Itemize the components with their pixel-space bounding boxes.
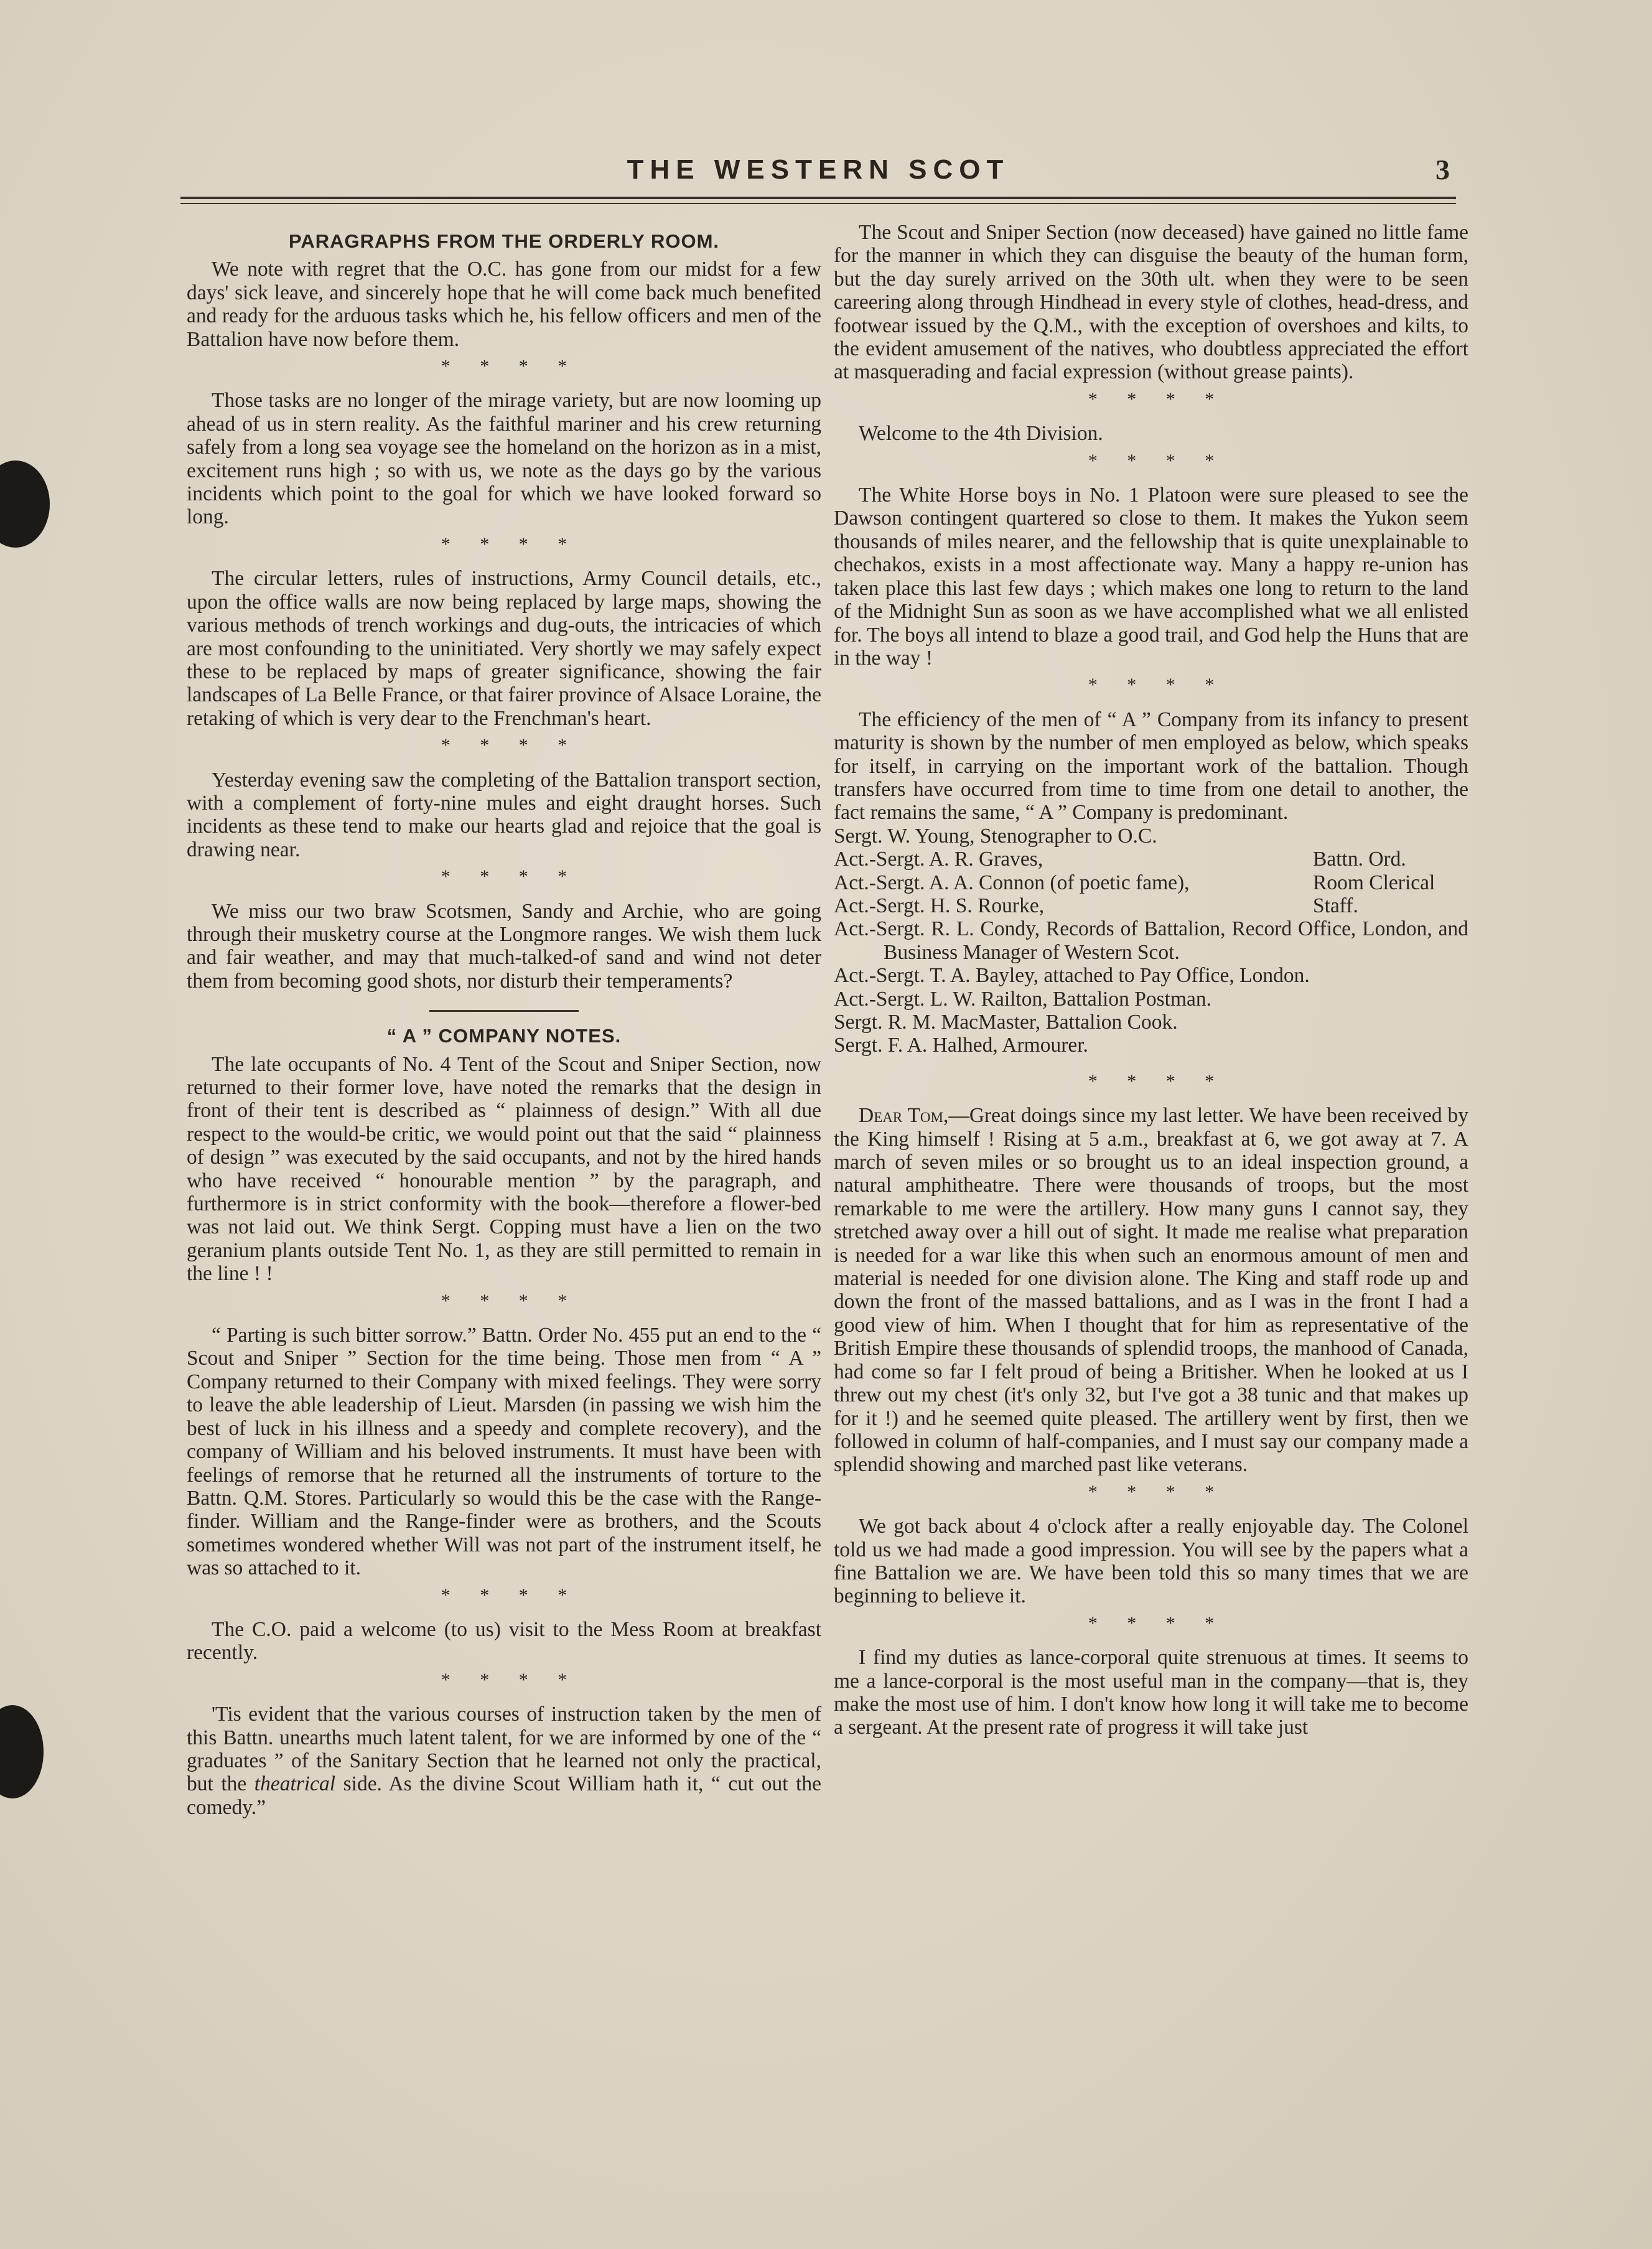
salutation: Dear Tom, <box>859 1104 949 1128</box>
roster-line: Act.-Sergt. L. W. Railton, Battalion Postman. <box>834 987 1212 1011</box>
roster-name: Act.-Sergt. A. R. Graves, <box>834 848 1043 871</box>
roster-role: Room Clerical <box>1313 871 1435 894</box>
roster-name: Act.-Sergt. A. A. Connon (of poetic fame), <box>834 871 1190 894</box>
roster-line <box>834 894 1468 917</box>
paragraph <box>834 1104 1468 1477</box>
paragraph: We miss our two braw Scotsmen, Sandy and Archie, who are going through their musketry course at the Longmore ranges. We wish them luck and fair weather, and may that much-talked-of sand and wind not deter them from becoming good shots, nor disturb their temperaments? <box>187 899 821 993</box>
separator-stars: * * * * <box>1088 1612 1215 1634</box>
publication-title: THE WESTERN SCOT <box>627 154 1010 185</box>
separator-stars: * * * * <box>1088 450 1215 471</box>
paragraph <box>187 1703 821 1819</box>
paragraph: Those tasks are no longer of the mirage variety, but are now looming up ahead of us in stern reality. As the faithful mariner and his crew returning safely from a long sea voyage see the homeland on the horizon as in a mist, excitement runs high ; so with us, we note as the days go by the various incidents which point to the goal for which we have looked forward so long. <box>187 389 821 529</box>
roster-role: Staff. <box>1313 894 1358 917</box>
page-number: 3 <box>1435 154 1450 185</box>
section-heading-orderly-room: PARAGRAPHS FROM THE ORDERLY ROOM. <box>288 230 720 252</box>
roster-line: Act.-Sergt. T. A. Bayley, attached to Pay Office, London. <box>834 964 1310 988</box>
roster-line: Sergt. W. Young, Stenographer to O.C. <box>834 824 1157 848</box>
page-header <box>180 149 1456 187</box>
roster-line <box>834 848 1468 871</box>
ink-blot-top <box>0 461 50 548</box>
paragraph: The C.O. paid a welcome (to us) visit to the Mess Room at breakfast recently. <box>187 1617 821 1665</box>
text-run: 'Tis evident that the various courses of instruction taken by the men of this Battn. unearths much latent talent, for we are informed by one of the “ graduates ” of the Sanitary Section that he learned not only the practical, but the <box>187 1703 821 1796</box>
section-divider <box>429 1010 579 1012</box>
text-run: —Great doings since my last letter. We have been received by the King himself ! Rising at 5 a.m., breakfast at 6, we got away at 7. A march of seven miles or so brought us to an ideal inspection ground, a natural amphitheatre. There were thousands of troops, but the most remarkable to me were the artillery. How many guns I cannot say, they stretched away over a hill out of sight. It made me realise what preparation is needed for a war like this when such an enormous amount of men and material is needed for one division alone. The King and staff rode up and down the front of the massed battalions, and as I was in the front I had a good view of him. When I thought that for him as representative of the British Empire these thousands of splendid troops, the manhood of Canada, had come so far I felt proud of being a Britisher. When he looked at us I threw out my chest (it's only 32, but I've got a 38 tunic and that makes up for it !) and he seemed quite pleased. The artillery went by first, then we followed in column of half-companies, and I must say our company made a splendid showing and marched past like veterans. <box>834 1104 1468 1477</box>
separator-stars: * * * * <box>441 1290 567 1311</box>
paragraph: The efficiency of the men of “ A ” Company from its infancy to present maturity is shown by the number of men employed as below, which speaks for itself, in carrying on the important work of the battalion. Though transfers have occurred from time to time from one detail to another, the fact remains the same, “ A ” Company is predominant. <box>834 708 1468 825</box>
paragraph: We note with regret that the O.C. has gone from our midst for a few days' sick leave, and sincerely hope that he will come back much benefited and ready for the arduous tasks which he, his fellow officers and men of the Battalion have now before them. <box>187 258 821 351</box>
separator-stars: * * * * <box>1088 675 1215 696</box>
left-column <box>187 221 821 1819</box>
separator-stars: * * * * <box>1088 388 1215 409</box>
paragraph: The circular letters, rules of instructions, Army Council details, etc., upon the office walls are now being replaced by large maps, showing the various methods of trench workings and dug-outs, the intricacies of which are most confounding to the uninitiated. Very shortly we may safely expect these to be replaced by maps of greater significance, showing the fair landscapes of La Belle France, or that fairer province of Alsace Loraine, the retaking of which is very dear to the Frenchman's heart. <box>187 567 821 730</box>
roster-line <box>834 871 1468 894</box>
paragraph: The White Horse boys in No. 1 Platoon were sure pleased to see the Dawson contingent quartered so close to them. It makes the Yukon seem thousands of miles nearer, and the fellowship that is quite unexplainable to chechakos, exists in a most affectionate way. Many a happy re-union has taken place this last few days ; which makes one long to return to the land of the Midnight Sun as soon as we have accomplished what we all enlisted for. The boys all intend to blaze a good trail, and God help the Huns that are in the way ! <box>834 484 1468 670</box>
separator-stars: * * * * <box>441 533 567 554</box>
italic-word: theatrical <box>254 1772 336 1796</box>
separator-stars: * * * * <box>1088 1481 1215 1502</box>
separator-stars: * * * * <box>441 866 567 887</box>
paragraph: We got back about 4 o'clock after a really enjoyable day. The Colonel told us we had made a good impression. You will see by the papers what a fine Battalion we are. We have been told this so many times that we are beginning to believe it. <box>834 1515 1468 1608</box>
separator-stars: * * * * <box>441 735 567 756</box>
paragraph: The late occupants of No. 4 Tent of the Scout and Sniper Section, now returned to their former love, have noted the remarks that the design in front of their tent is described as “ plainness of design.” With all due respect to the would-be critic, we would point out that the said “ plainness of design ” was executed by the said occupants, and not by the hired hands who have received “ honourable mention ” by the paragraph, and furthermore is in strict conformity with the book—therefore a flower-bed was not laid out. We think Sergt. Copping must have a lien on the two geranium plants outside Tent No. 1, as they are still permitted to remain in the line ! ! <box>187 1052 821 1286</box>
paragraph: “ Parting is such bitter sorrow.” Battn. Order No. 455 put an end to the “ Scout and Sniper ” Section for the time being. Those men from “ A ” Company returned to their Company with mixed feelings. They were sorry to leave the able leadership of Lieut. Marsden (in passing we wish him the best of luck in his illness and a speedy and complete recovery), and the company of William and his beloved instruments. It must have been with feelings of remorse that he returned all the instruments of torture to the Battn. Q.M. Stores. Particularly so would this be the case with the Range-finder. William and the Range-finder were as brothers, and the Scouts sometimes wondered whether Will was not part of the instrument itself, he was so attached to it. <box>187 1324 821 1580</box>
roster-name: Act.-Sergt. H. S. Rourke, <box>834 894 1045 917</box>
paragraph: The Scout and Sniper Section (now deceased) have gained no little fame for the manner in which they can disguise the beauty of the human form, but the day surely arrived on the 30th ult. when they were to be seen careering along through Hindhead in every style of clothes, head-dress, and footwear issued by the Q.M., with the exception of overshoes and kilts, to the evident amusement of the natives, who doubtless appreciated the effort at masquerading and facial expression (without grease paints). <box>834 221 1468 384</box>
header-rule-thin <box>180 203 1456 204</box>
paragraph: Yesterday evening saw the completing of the Battalion transport section, with a complement of forty-nine mules and eight draught horses. Such incidents as these tend to make our hearts glad and rejoice that the goal is drawing near. <box>187 768 821 861</box>
roster-line: Act.-Sergt. R. L. Condy, Records of Battalion, Record Office, London, and Business Manager of Western Scot. <box>834 917 1468 964</box>
right-column <box>834 221 1468 1739</box>
staff-roster <box>834 825 1468 1057</box>
paragraph: Welcome to the 4th Division. <box>859 422 1103 446</box>
section-heading-a-company: “ A ” COMPANY NOTES. <box>386 1025 622 1047</box>
ink-blot-bottom <box>0 1705 44 1798</box>
header-rule-thick <box>180 197 1456 199</box>
roster-line: Sergt. R. M. MacMaster, Battalion Cook. <box>834 1011 1178 1034</box>
roster-role: Battn. Ord. <box>1313 848 1406 871</box>
separator-stars: * * * * <box>441 1669 567 1690</box>
paragraph: I find my duties as lance-corporal quite strenuous at times. It seems to me a lance-corporal is the most useful man in the company—that is, they make the most use of him. I don't know how long it will take me to become a sergeant. At the present rate of progress it will take just <box>834 1646 1468 1739</box>
text-run: side. As the divine Scout William hath it, “ cut out the comedy.” <box>187 1772 822 1819</box>
separator-stars: * * * * <box>441 356 567 377</box>
separator-stars: * * * * <box>441 1584 567 1606</box>
separator-stars: * * * * <box>1088 1070 1215 1092</box>
roster-line: Sergt. F. A. Halhed, Armourer. <box>834 1034 1088 1057</box>
